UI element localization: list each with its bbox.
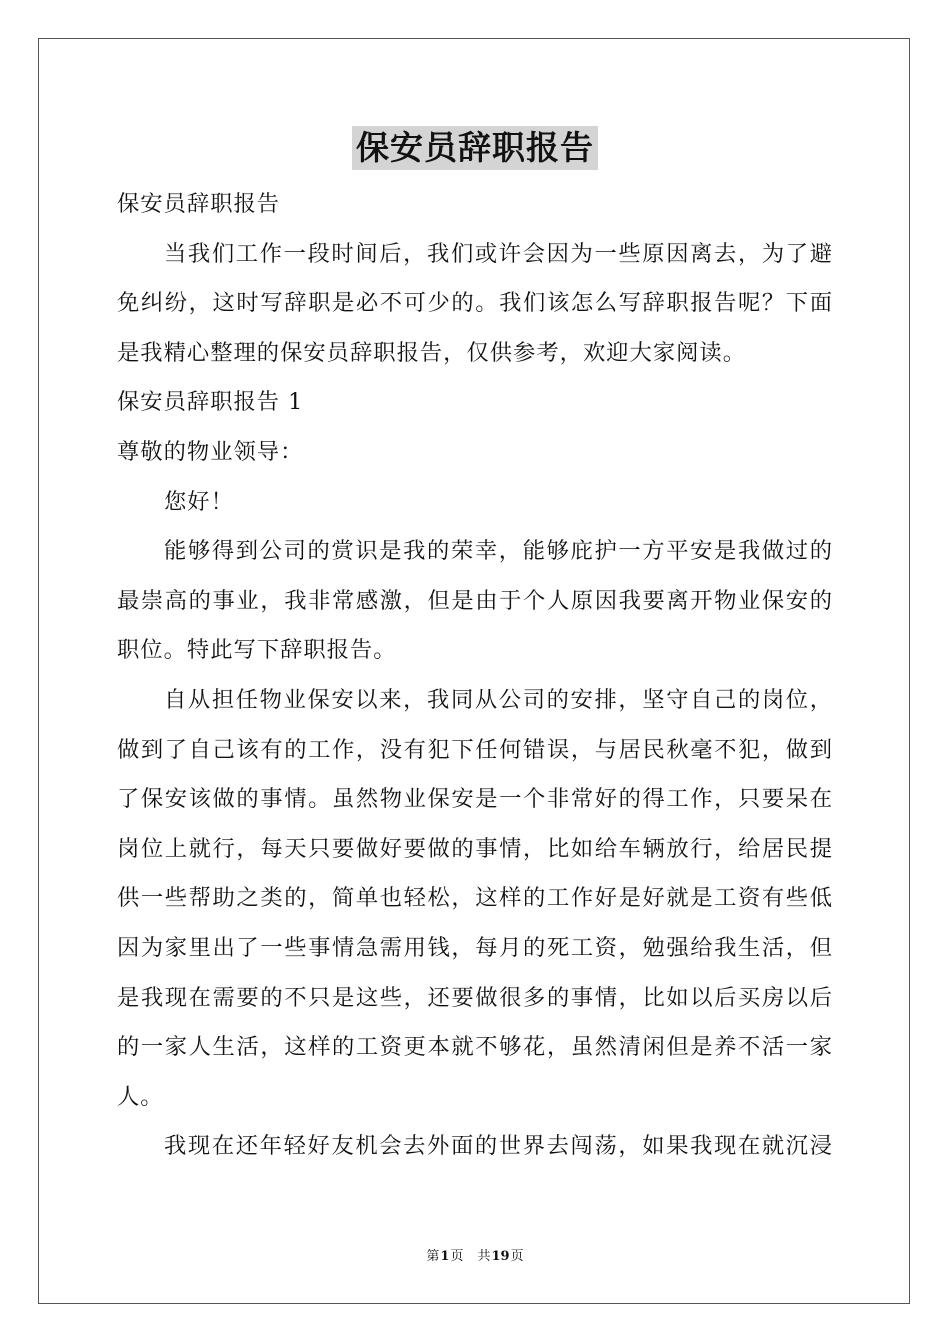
text-line: 是我精心整理的保安员辞职报告，仅供参考，欢迎大家阅读。 (117, 339, 747, 366)
text-line: 保安员辞职报告 (117, 191, 281, 217)
total-label-prefix: 共 (477, 1249, 491, 1264)
total-label-suffix: 页 (510, 1249, 524, 1264)
text-line: 当我们工作一段时间后，我们或许会因为一些原因离去，为了避 (164, 240, 833, 267)
text-line: 最崇高的事业，我非常感激，但是由于个人原因我要离开物业保安的 (117, 587, 833, 614)
text-line: 人。 (117, 1083, 164, 1110)
text-line: 自从担任物业保安以来，我同从公司的安排，坚守自己的岗位， (164, 686, 833, 713)
title-area (0, 126, 950, 170)
text-line: 供一些帮助之类的，简单也轻松，这样的工作好是好就是工资有些低 (117, 885, 833, 912)
text-line: 尊敬的物业领导： (117, 438, 304, 465)
page-label-prefix: 第 (426, 1249, 440, 1264)
text-line: 的一家人生活，这样的工资更本就不够花，虽然清闲但是养不活一家 (117, 1034, 833, 1061)
text-line: 保安员辞职报告 1 (117, 389, 304, 416)
text-line: 职位。特此写下辞职报告。 (117, 637, 397, 664)
text-line: 免纠纷，这时写辞职是必不可少的。我们该怎么写辞职报告呢？下面 (117, 290, 833, 317)
total-page-count: 19 (491, 1249, 510, 1264)
document-title: 保安员辞职报告 (352, 126, 598, 170)
text-line: 岗位上就行，每天只要做好要做的事情，比如给车辆放行，给居民提 (117, 835, 833, 862)
text-line: 做到了自己该有的工作，没有犯下任何错误，与居民秋毫不犯，做到 (117, 736, 833, 763)
text-line: 因为家里出了一些事情急需用钱，每月的死工资，勉强给我生活，但 (117, 934, 833, 961)
page-label-suffix: 页 (450, 1249, 464, 1264)
text-line: 您好！ (164, 488, 234, 515)
page-footer (0, 1247, 950, 1267)
text-line: 我现在还年轻好友机会去外面的世界去闯荡，如果我现在就沉浸 (164, 1133, 833, 1160)
text-line: 能够得到公司的赏识是我的荣幸，能够庇护一方平安是我做过的 (164, 538, 833, 565)
text-line: 是我现在需要的不只是这些，还要做很多的事情，比如以后买房以后 (117, 984, 833, 1011)
document-body (117, 180, 833, 1172)
current-page-number: 1 (440, 1249, 450, 1264)
text-line: 了保安该做的事情。虽然物业保安是一个非常好的得工作，只要呆在 (117, 786, 833, 813)
